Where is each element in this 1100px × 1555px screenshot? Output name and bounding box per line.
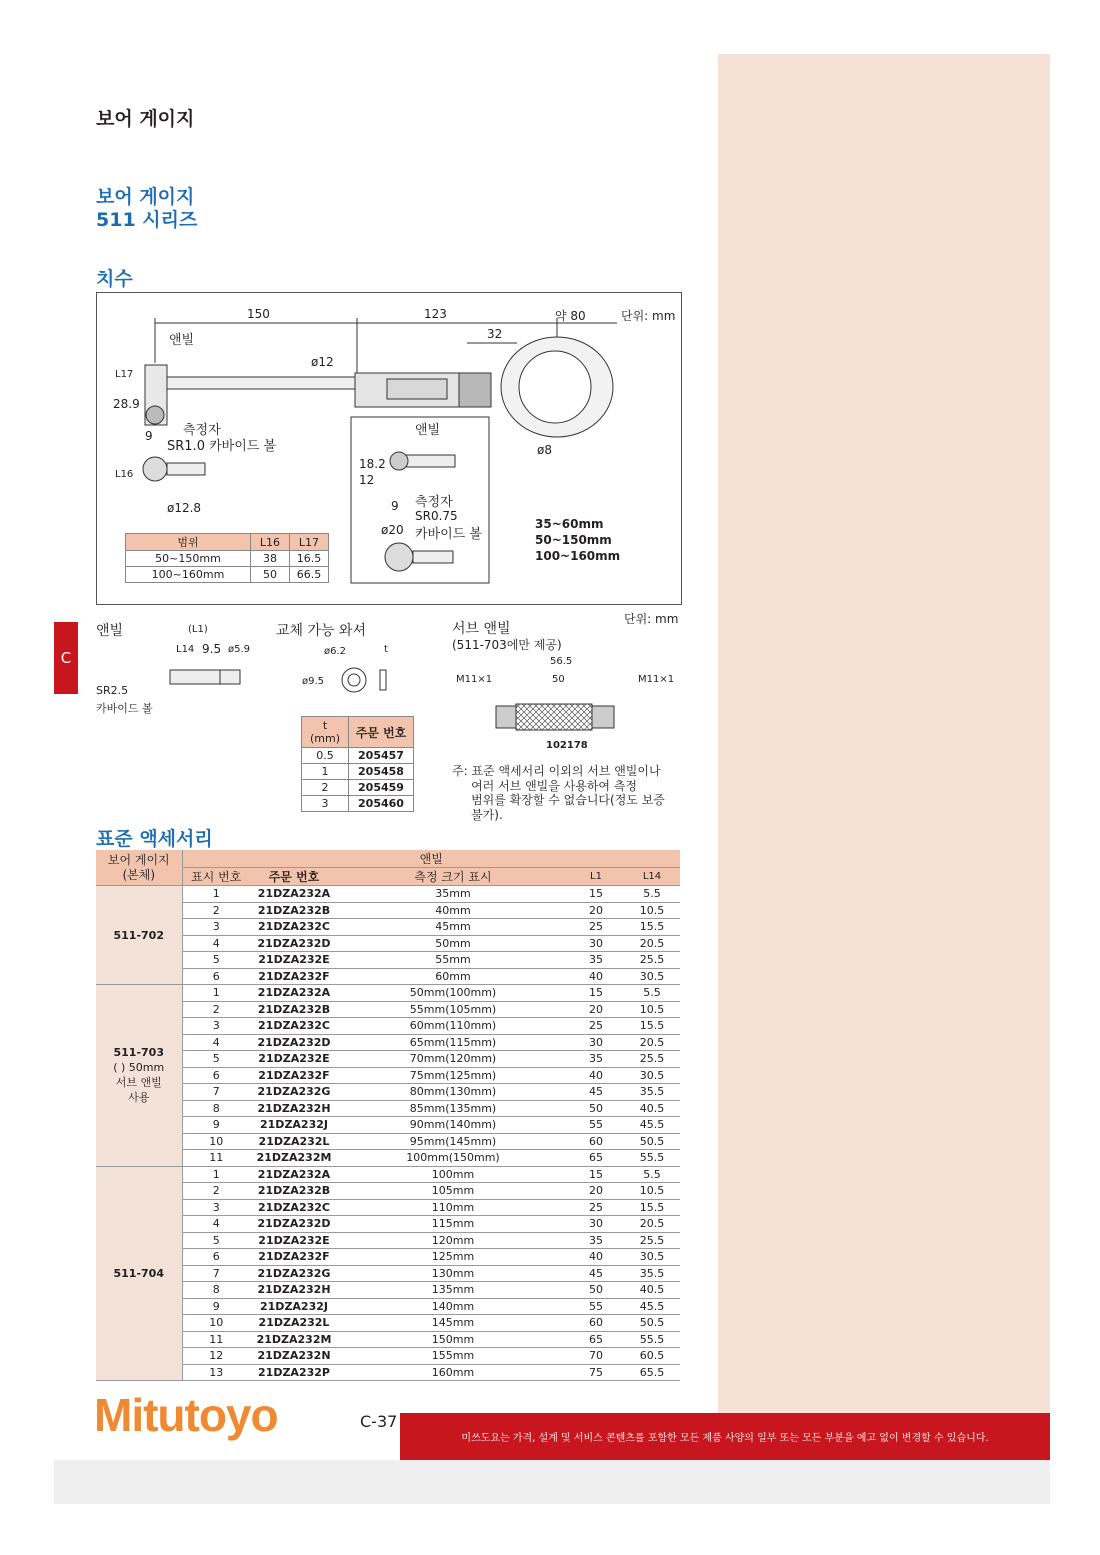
anvil-l1: (L1) <box>188 624 208 635</box>
table-cell: 5.5 <box>624 1166 680 1183</box>
table-cell: 125mm <box>338 1249 568 1266</box>
table-row <box>96 1018 680 1035</box>
table-cell: 21DZA232B <box>250 902 338 919</box>
table-cell: 10.5 <box>624 1183 680 1200</box>
table-cell: 3 <box>182 1018 250 1035</box>
part-anvil-title: 앤빌 <box>96 623 124 639</box>
table-cell: 2 <box>182 1183 250 1200</box>
table-cell: 21DZA232M <box>250 1150 338 1167</box>
table-cell: 9 <box>182 1298 250 1315</box>
table-row <box>96 919 680 936</box>
table-row <box>96 902 680 919</box>
table-cell: 65mm(115mm) <box>338 1034 568 1051</box>
table-cell: 55 <box>568 1117 624 1134</box>
table-cell: 15 <box>568 985 624 1002</box>
table-cell: 65.5 <box>624 1364 680 1381</box>
table-cell: 120mm <box>338 1232 568 1249</box>
table-row <box>96 1249 680 1266</box>
table-cell: 2 <box>302 780 349 796</box>
table-cell: 55mm(105mm) <box>338 1001 568 1018</box>
product-title-line2: 511 시리즈 <box>96 209 198 231</box>
range-header-l16: L16 <box>251 534 290 551</box>
table-cell: 90mm(140mm) <box>338 1117 568 1134</box>
table-row <box>126 551 329 567</box>
table-row <box>96 952 680 969</box>
table-row <box>96 1034 680 1051</box>
table-row <box>96 968 680 985</box>
dim-123: 123 <box>424 307 447 321</box>
table-cell: 40mm <box>338 902 568 919</box>
table-cell: 25.5 <box>624 1232 680 1249</box>
table-cell: 20.5 <box>624 1034 680 1051</box>
table-row <box>96 1199 680 1216</box>
section-dimensions: 치수 <box>96 268 133 290</box>
table-cell: 4 <box>182 935 250 952</box>
table-cell: 66.5 <box>290 567 329 583</box>
anvil-carbide: 카바이드 볼 <box>96 702 153 715</box>
product-title <box>96 186 197 232</box>
part-washer-title: 교체 가능 와셔 <box>276 623 367 639</box>
table-cell: 2 <box>182 1001 250 1018</box>
table-cell: 21DZA232F <box>250 1067 338 1084</box>
header-gauge: 보어 게이지 (본체) <box>96 850 182 886</box>
table-cell: 5 <box>182 1232 250 1249</box>
table-cell: 7 <box>182 1084 250 1101</box>
disclaimer-text: 미쓰도요는 가격, 설계 및 서비스 콘텐츠를 포함한 모든 제품 사양의 일부 또는 모든 부분을 예고 없이 변경할 수 있습니다. <box>461 1433 989 1444</box>
table-row <box>96 1100 680 1117</box>
label-contact: 측정자 <box>183 423 221 438</box>
table-cell: 21DZA232C <box>250 1199 338 1216</box>
table-cell: 6 <box>182 1067 250 1084</box>
table-cell: 205457 <box>349 748 414 764</box>
table-cell: 50mm <box>338 935 568 952</box>
table-row <box>302 780 414 796</box>
dim-150: 150 <box>247 307 270 321</box>
washer-header-order: 주문 번호 <box>349 717 414 748</box>
sub-m11-right: M11×1 <box>638 674 675 685</box>
table-cell: 50mm(100mm) <box>338 985 568 1002</box>
table-cell: 21DZA232L <box>250 1315 338 1332</box>
header-display-no: 표시 번호 <box>182 868 250 886</box>
table-cell: 10 <box>182 1315 250 1332</box>
table-cell: 2 <box>182 902 250 919</box>
inset-label-anvil: 앤빌 <box>415 423 441 438</box>
label-sr10: SR1.0 카바이드 볼 <box>167 439 277 454</box>
table-cell: 4 <box>182 1216 250 1233</box>
table-cell: 5.5 <box>624 985 680 1002</box>
inset-dim-d20: ø20 <box>381 523 404 537</box>
disclaimer-bar <box>400 1413 1050 1460</box>
table-cell: 21DZA232P <box>250 1364 338 1381</box>
table-cell: 60.5 <box>624 1348 680 1365</box>
table-cell: 65 <box>568 1150 624 1167</box>
table-row <box>96 886 680 903</box>
table-cell: 30.5 <box>624 968 680 985</box>
table-cell: 55.5 <box>624 1331 680 1348</box>
washer-drawing <box>310 650 400 700</box>
table-cell: 30 <box>568 1216 624 1233</box>
table-cell: 140mm <box>338 1298 568 1315</box>
table-cell: 55.5 <box>624 1150 680 1167</box>
table-cell: 6 <box>182 968 250 985</box>
range-2: 50~150mm <box>535 533 612 547</box>
table-cell: 3 <box>182 919 250 936</box>
label-anvil: 앤빌 <box>169 333 195 348</box>
table-cell: 30 <box>568 935 624 952</box>
page-number: C-37 <box>360 1412 398 1431</box>
table-cell: 50 <box>251 567 290 583</box>
table-cell: 155mm <box>338 1348 568 1365</box>
table-cell: 45.5 <box>624 1298 680 1315</box>
table-cell: 55 <box>568 1298 624 1315</box>
table-row <box>96 1133 680 1150</box>
table-cell: 55mm <box>338 952 568 969</box>
table-cell: 11 <box>182 1150 250 1167</box>
dim-80: 약 80 <box>555 309 586 323</box>
table-cell: 15 <box>568 1166 624 1183</box>
table-cell: 30 <box>568 1034 624 1051</box>
table-cell: 70 <box>568 1348 624 1365</box>
accessories-table <box>96 850 680 1381</box>
table-cell: 15.5 <box>624 1018 680 1035</box>
table-row <box>96 935 680 952</box>
table-cell: 21DZA232E <box>250 1232 338 1249</box>
gauge-model-cell <box>96 886 182 985</box>
dim-d12-8: ø12.8 <box>167 501 202 515</box>
label-l16: L16 <box>115 469 134 480</box>
table-cell: 21DZA232F <box>250 968 338 985</box>
table-cell: 21DZA232D <box>250 1216 338 1233</box>
table-cell: 45 <box>568 1084 624 1101</box>
table-row <box>96 1216 680 1233</box>
table-cell: 10 <box>182 1133 250 1150</box>
table-cell: 110mm <box>338 1199 568 1216</box>
anvil-d5-9: ø5.9 <box>228 644 251 655</box>
table-cell: 70mm(120mm) <box>338 1051 568 1068</box>
chapter-tab: C <box>54 622 78 694</box>
footer-gray-band <box>54 1460 1050 1504</box>
table-row <box>96 1001 680 1018</box>
washer-d6-2: ø6.2 <box>324 646 347 657</box>
table-cell: 205460 <box>349 796 414 812</box>
table-cell: 20 <box>568 1183 624 1200</box>
header-anvil: 앤빌 <box>182 850 680 868</box>
table-cell: 21DZA232F <box>250 1249 338 1266</box>
table-cell: 50.5 <box>624 1133 680 1150</box>
table-cell: 160mm <box>338 1364 568 1381</box>
table-cell: 1 <box>182 985 250 1002</box>
sub-m11-left: M11×1 <box>456 674 493 685</box>
table-row <box>96 1331 680 1348</box>
table-cell: 65 <box>568 1331 624 1348</box>
table-cell: 21DZA232A <box>250 985 338 1002</box>
range-header-range: 범위 <box>126 534 251 551</box>
table-cell: 35.5 <box>624 1265 680 1282</box>
inset-dim-18-2: 18.2 <box>359 457 386 471</box>
table-row <box>96 1364 680 1381</box>
table-cell: 21DZA232E <box>250 1051 338 1068</box>
table-cell: 21DZA232M <box>250 1331 338 1348</box>
table-cell: 21DZA232H <box>250 1282 338 1299</box>
table-cell: 40 <box>568 968 624 985</box>
table-cell: 21DZA232J <box>250 1117 338 1134</box>
table-row <box>96 1265 680 1282</box>
table-cell: 30.5 <box>624 1067 680 1084</box>
accessories-body <box>96 886 680 1381</box>
label-l17: L17 <box>115 369 134 380</box>
washer-table-header <box>302 717 414 748</box>
table-cell: 100mm <box>338 1166 568 1183</box>
table-row <box>302 748 414 764</box>
range-header-l17: L17 <box>290 534 329 551</box>
table-cell: 145mm <box>338 1315 568 1332</box>
table-cell: 21DZA232D <box>250 935 338 952</box>
table-cell: 45 <box>568 1265 624 1282</box>
table-cell: 80mm(130mm) <box>338 1084 568 1101</box>
table-cell: 205458 <box>349 764 414 780</box>
table-cell: 5.5 <box>624 886 680 903</box>
washer-table <box>301 716 414 812</box>
table-cell: 45mm <box>338 919 568 936</box>
dim-d12: ø12 <box>311 355 334 369</box>
table-cell: 105mm <box>338 1183 568 1200</box>
table-row <box>96 1348 680 1365</box>
table-cell: 21DZA232C <box>250 1018 338 1035</box>
header-size: 측정 크기 표시 <box>338 868 568 886</box>
table-row <box>96 1232 680 1249</box>
table-cell: 85mm(135mm) <box>338 1100 568 1117</box>
table-row <box>96 1166 680 1183</box>
table-cell: 50 <box>568 1282 624 1299</box>
dim-28-9: 28.9 <box>113 397 140 411</box>
accessories-header-row-1 <box>96 850 680 868</box>
table-cell: 15.5 <box>624 1199 680 1216</box>
sub-50: 50 <box>552 674 565 685</box>
sub-code: 102178 <box>546 740 588 751</box>
right-side-panel <box>718 54 1050 1414</box>
mitutoyo-logo: Mitutoyo <box>94 1389 278 1441</box>
part-sub-anvil-note: (511-703에만 제공) <box>452 638 562 652</box>
product-title-line1: 보어 게이지 <box>96 186 195 208</box>
table-cell: 50~150mm <box>126 551 251 567</box>
table-cell: 0.5 <box>302 748 349 764</box>
table-cell: 35mm <box>338 886 568 903</box>
table-row <box>302 796 414 812</box>
table-row <box>96 1315 680 1332</box>
table-cell: 10.5 <box>624 1001 680 1018</box>
table-cell: 21DZA232G <box>250 1084 338 1101</box>
gauge-model-note: ( ) 50mm 서브 앤빌 사용 <box>113 1061 165 1105</box>
table-cell: 130mm <box>338 1265 568 1282</box>
table-cell: 60mm <box>338 968 568 985</box>
dim-d8: ø8 <box>537 443 552 457</box>
range-table <box>125 533 329 583</box>
table-cell: 1 <box>182 1166 250 1183</box>
table-cell: 100mm(150mm) <box>338 1150 568 1167</box>
table-cell: 60mm(110mm) <box>338 1018 568 1035</box>
table-cell: 135mm <box>338 1282 568 1299</box>
table-cell: 40.5 <box>624 1100 680 1117</box>
table-cell: 75 <box>568 1364 624 1381</box>
gauge-model-cell <box>96 1166 182 1381</box>
table-cell: 7 <box>182 1265 250 1282</box>
table-cell: 205459 <box>349 780 414 796</box>
table-row <box>126 567 329 583</box>
table-cell: 8 <box>182 1100 250 1117</box>
table-cell: 30.5 <box>624 1249 680 1266</box>
inset-label-contact: 측정자 <box>415 495 453 510</box>
table-cell: 150mm <box>338 1331 568 1348</box>
table-cell: 21DZA232J <box>250 1298 338 1315</box>
dim-32: 32 <box>487 327 503 341</box>
table-cell: 20.5 <box>624 935 680 952</box>
table-cell: 45.5 <box>624 1117 680 1134</box>
table-cell: 35 <box>568 1051 624 1068</box>
table-cell: 50 <box>568 1100 624 1117</box>
table-row <box>96 1067 680 1084</box>
table-cell: 9 <box>182 1117 250 1134</box>
table-cell: 21DZA232N <box>250 1348 338 1365</box>
section-accessories: 표준 액세서리 <box>96 828 213 850</box>
header-order-no: 주문 번호 <box>250 868 338 886</box>
table-cell: 21DZA232E <box>250 952 338 969</box>
table-cell: 40 <box>568 1249 624 1266</box>
table-cell: 21DZA232C <box>250 919 338 936</box>
table-cell: 38 <box>251 551 290 567</box>
inset-dim-12: 12 <box>359 473 375 487</box>
gauge-model: 511-704 <box>113 1266 164 1280</box>
accessories-header-row-2 <box>96 868 680 886</box>
table-cell: 21DZA232B <box>250 1001 338 1018</box>
sub-anvil-drawing <box>494 700 624 734</box>
table-cell: 25.5 <box>624 1051 680 1068</box>
header-l14: L14 <box>624 868 680 886</box>
table-cell: 4 <box>182 1034 250 1051</box>
inset-label-sr075: SR0.75 <box>415 509 458 523</box>
range-1: 35~60mm <box>535 517 604 531</box>
table-row <box>96 1084 680 1101</box>
table-cell: 40.5 <box>624 1282 680 1299</box>
table-cell: 3 <box>302 796 349 812</box>
washer-header-t: t (mm) <box>302 717 349 748</box>
range-table-header <box>126 534 329 551</box>
table-cell: 25 <box>568 1199 624 1216</box>
table-cell: 6 <box>182 1249 250 1266</box>
table-cell: 60 <box>568 1315 624 1332</box>
table-cell: 25.5 <box>624 952 680 969</box>
inset-dim-9: 9 <box>391 499 399 513</box>
part-sub-anvil-title: 서브 앤빌 <box>452 621 511 637</box>
gauge-model: 511-703 <box>113 1046 164 1060</box>
table-cell: 1 <box>182 886 250 903</box>
unit-label: 단위: mm <box>621 309 676 323</box>
table-cell: 35 <box>568 1232 624 1249</box>
table-cell: 115mm <box>338 1216 568 1233</box>
table-row <box>96 1051 680 1068</box>
table-cell: 21DZA232D <box>250 1034 338 1051</box>
table-cell: 13 <box>182 1364 250 1381</box>
sub-anvil-note-text: 주: 표준 액세서리 이외의 서브 앤빌이나 여러 서브 앤빌을 사용하여 측정 범위를 확장할 수 없습니다(정도 보증 불가). <box>452 764 665 822</box>
table-cell: 25 <box>568 919 624 936</box>
table-cell: 1 <box>302 764 349 780</box>
header-l1: L1 <box>568 868 624 886</box>
table-cell: 21DZA232G <box>250 1265 338 1282</box>
table-cell: 40 <box>568 1067 624 1084</box>
table-cell: 21DZA232B <box>250 1183 338 1200</box>
table-cell: 21DZA232H <box>250 1100 338 1117</box>
sub-56-5: 56.5 <box>550 656 573 667</box>
table-row <box>96 1117 680 1134</box>
gauge-model-cell <box>96 985 182 1167</box>
table-cell: 21DZA232A <box>250 1166 338 1183</box>
table-cell: 5 <box>182 1051 250 1068</box>
table-cell: 25 <box>568 1018 624 1035</box>
page-title: 보어 게이지 <box>96 108 195 130</box>
table-cell: 20 <box>568 1001 624 1018</box>
part-sub-unit: 단위: mm <box>624 612 679 626</box>
table-cell: 12 <box>182 1348 250 1365</box>
table-cell: 75mm(125mm) <box>338 1067 568 1084</box>
table-cell: 3 <box>182 1199 250 1216</box>
table-row <box>96 1150 680 1167</box>
table-cell: 16.5 <box>290 551 329 567</box>
table-cell: 21DZA232A <box>250 886 338 903</box>
table-cell: 10.5 <box>624 902 680 919</box>
table-cell: 15 <box>568 886 624 903</box>
anvil-l14: L14 <box>176 644 195 655</box>
table-row <box>96 1183 680 1200</box>
table-cell: 100~160mm <box>126 567 251 583</box>
table-cell: 50.5 <box>624 1315 680 1332</box>
table-cell: 8 <box>182 1282 250 1299</box>
table-row <box>96 1298 680 1315</box>
table-row <box>302 764 414 780</box>
inset-label-carbide: 카바이드 볼 <box>415 527 482 542</box>
table-cell: 21DZA232L <box>250 1133 338 1150</box>
table-row <box>96 985 680 1002</box>
table-cell: 35 <box>568 952 624 969</box>
table-cell: 15.5 <box>624 919 680 936</box>
dim-9: 9 <box>145 429 153 443</box>
table-cell: 20 <box>568 902 624 919</box>
table-cell: 60 <box>568 1133 624 1150</box>
range-3: 100~160mm <box>535 549 621 563</box>
table-cell: 35.5 <box>624 1084 680 1101</box>
table-cell: 95mm(145mm) <box>338 1133 568 1150</box>
washer-d9-5: ø9.5 <box>302 676 325 687</box>
anvil-sr2-5: SR2.5 <box>96 684 129 697</box>
gauge-model: 511-702 <box>113 928 164 942</box>
anvil-9-5: 9.5 <box>202 642 222 656</box>
washer-t: t <box>384 644 388 655</box>
table-cell: 20.5 <box>624 1216 680 1233</box>
table-row <box>96 1282 680 1299</box>
table-cell: 5 <box>182 952 250 969</box>
table-cell: 11 <box>182 1331 250 1348</box>
